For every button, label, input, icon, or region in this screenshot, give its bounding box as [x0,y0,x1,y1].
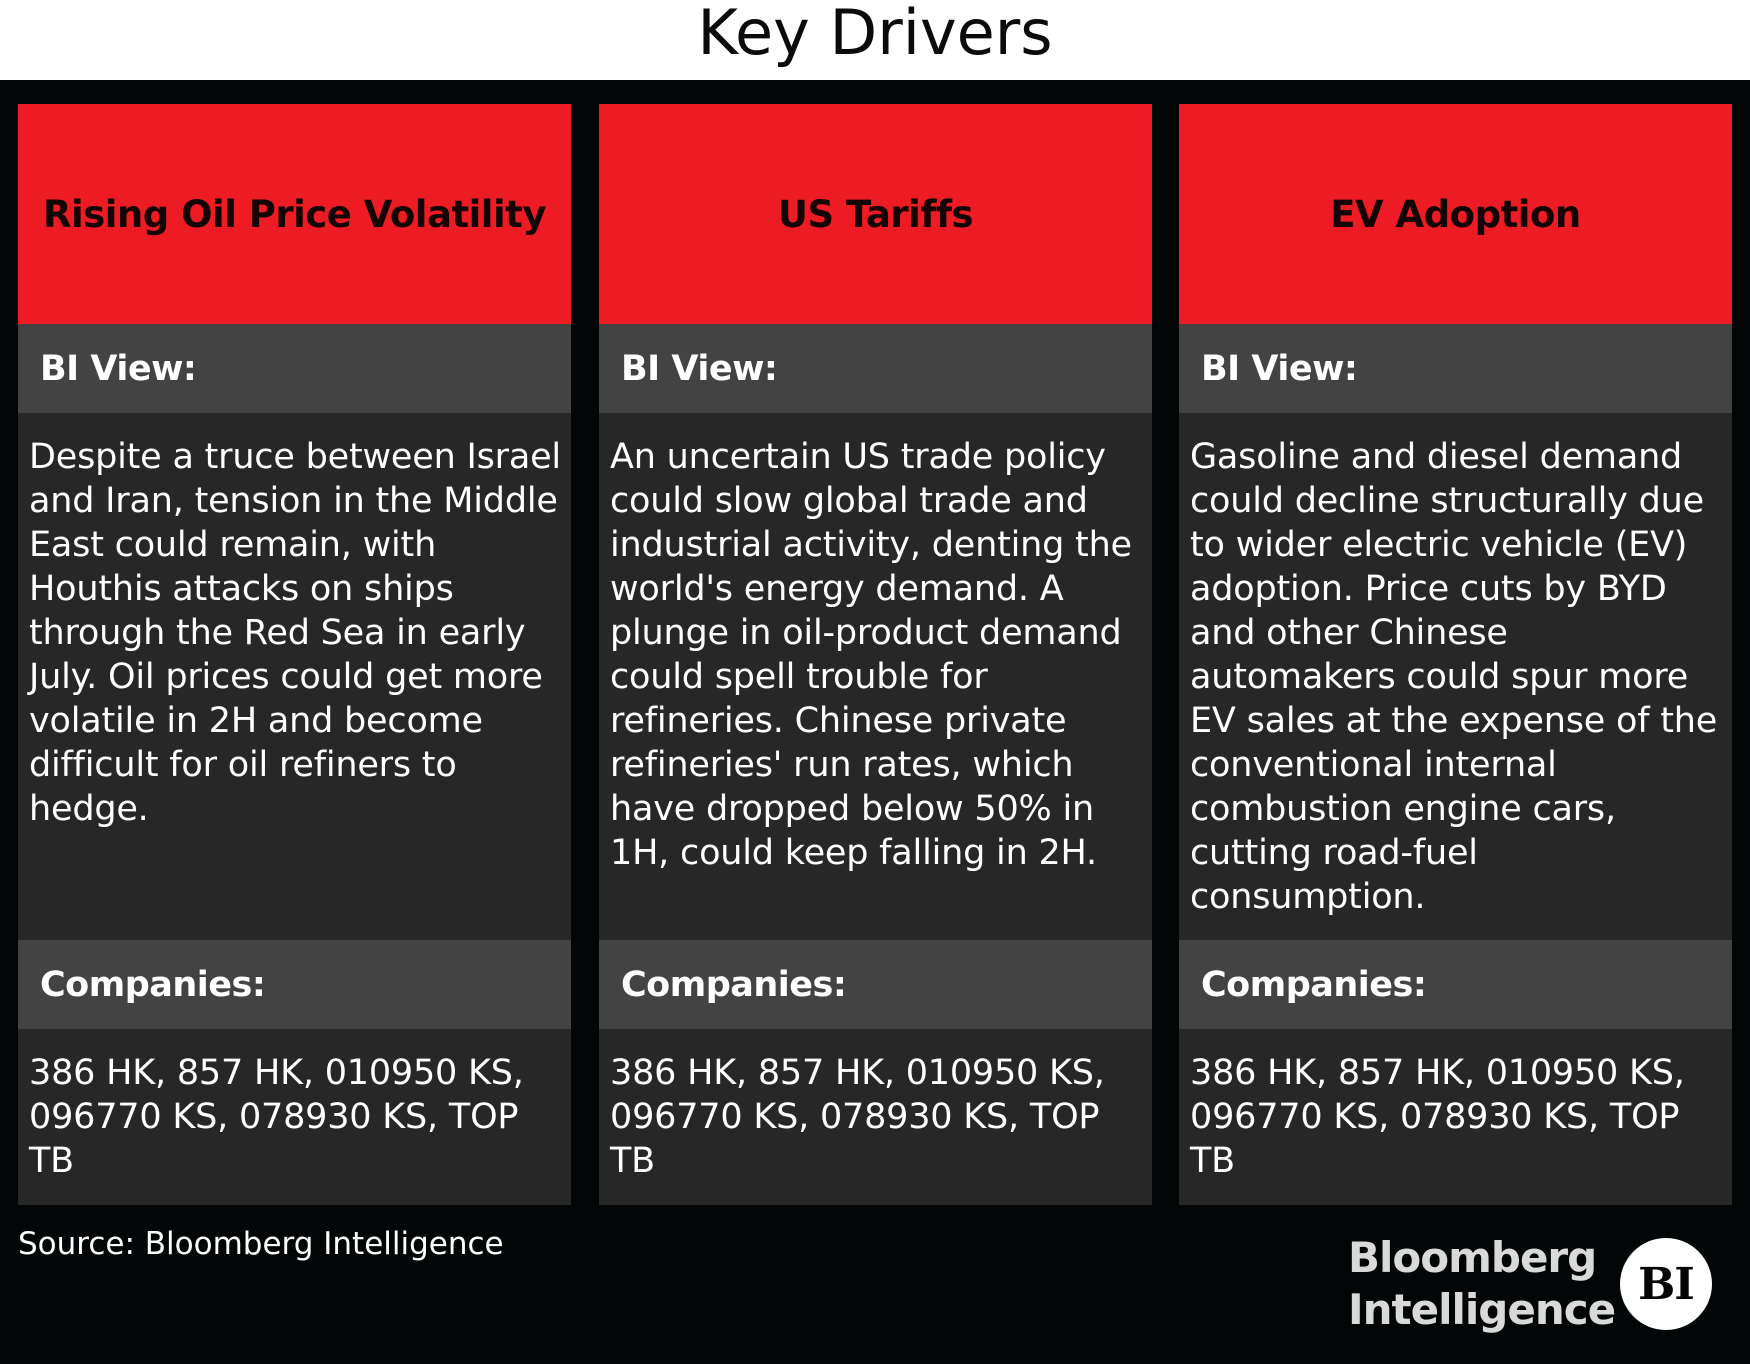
driver-column-oil-volatility [18,104,571,1205]
companies-label: Companies: [40,964,266,1005]
column-title: US Tariffs [777,192,974,236]
logo-line-2: Intelligence [1348,1285,1616,1334]
bi-view-label: BI View: [40,348,197,389]
column-header [1179,104,1732,324]
companies-body [1179,1029,1732,1205]
logo-line-1: Bloomberg [1348,1233,1597,1282]
companies-body [18,1029,571,1205]
companies-label-band [18,940,571,1029]
bi-view-text: An uncertain US trade policy could slow global trade and industrial activity, denting the world's energy demand. A plunge in oil-product demand could spell trouble for refineries. Chinese private refineries' run rates, which have dropped below 50% in 1H, could keep falling in 2H. [610,437,1132,873]
bi-view-label-band [18,324,571,413]
companies-label-band [1179,940,1732,1029]
key-drivers-panel [0,80,1750,1364]
companies-text: 386 HK, 857 HK, 010950 KS, 096770 KS, 078930 KS, TOP TB [610,1053,1105,1181]
bi-badge-icon [1620,1238,1712,1330]
bi-view-label: BI View: [621,348,778,389]
bi-view-body [18,413,571,940]
companies-label: Companies: [1201,964,1427,1005]
driver-column-ev-adoption [1179,104,1732,1205]
bi-view-label-band [599,324,1152,413]
column-header [599,104,1152,324]
bi-badge-text: BI [1638,1258,1694,1310]
bi-view-label-band [1179,324,1732,413]
companies-label-band [599,940,1152,1029]
companies-text: 386 HK, 857 HK, 010950 KS, 096770 KS, 078930 KS, TOP TB [1190,1053,1685,1181]
bi-view-body [1179,413,1732,940]
source-note: Source: Bloomberg Intelligence [18,1226,504,1262]
bi-view-label: BI View: [1201,348,1358,389]
bi-view-text: Despite a truce between Israel and Iran, tension in the Middle East could remain, with Houthis attacks on ships through the Red Sea in early July. Oil prices could get more volatile in 2H and become difficult for oil refiners to hedge. [29,437,561,829]
bi-view-body [599,413,1152,940]
column-header [18,104,571,324]
companies-text: 386 HK, 857 HK, 010950 KS, 096770 KS, 078930 KS, TOP TB [29,1053,524,1181]
driver-column-us-tariffs [599,104,1152,1205]
column-title: Rising Oil Price Volatility [43,192,546,236]
companies-label: Companies: [621,964,847,1005]
bloomberg-intelligence-logo [1348,1232,1618,1336]
page-title: Key Drivers [697,0,1053,69]
companies-body [599,1029,1152,1205]
bi-view-text: Gasoline and diesel demand could decline structurally due to wider electric vehicle (EV) adoption. Price cuts by BYD and other Chinese automakers could spur more EV sales at the expense of the conventional internal combustion engine cars, cutting road-fuel consumption. [1190,437,1718,917]
column-title: EV Adoption [1330,192,1581,236]
